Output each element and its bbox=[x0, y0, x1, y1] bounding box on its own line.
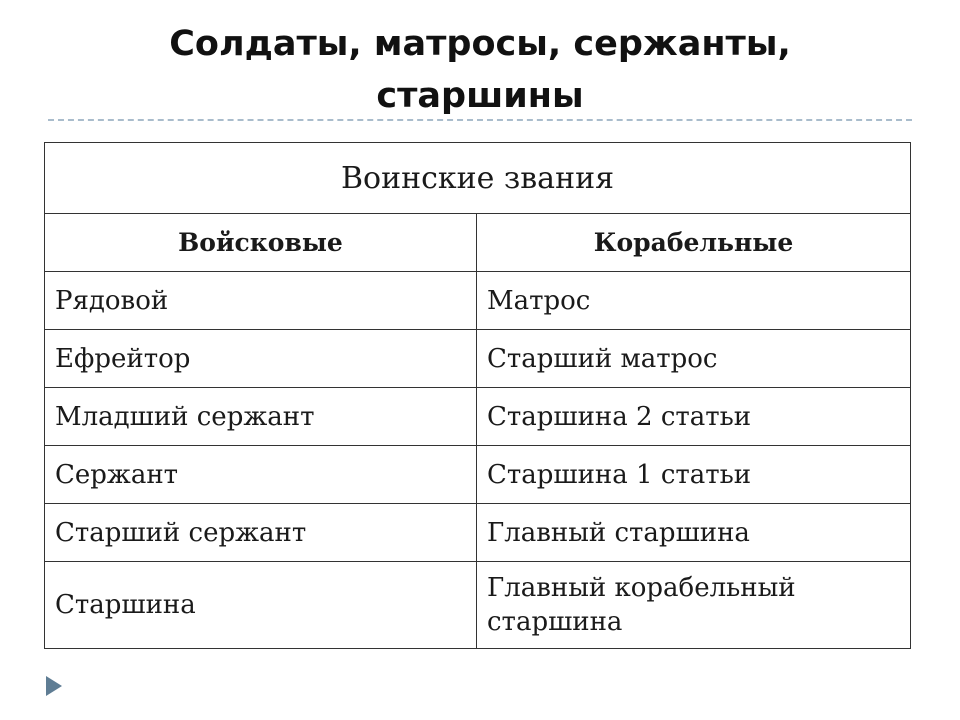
column-header-army: Войсковые bbox=[45, 214, 477, 272]
navy-rank-cell: Главный корабельный старшина bbox=[477, 562, 911, 649]
column-header-navy: Корабельные bbox=[477, 214, 911, 272]
army-rank-cell: Старший сержант bbox=[45, 504, 477, 562]
table-row bbox=[45, 504, 911, 562]
next-slide-arrow-icon[interactable] bbox=[46, 676, 62, 696]
navy-rank-cell: Главный старшина bbox=[477, 504, 911, 562]
army-rank-cell: Сержант bbox=[45, 446, 477, 504]
table-row bbox=[45, 446, 911, 504]
table-header-row bbox=[45, 214, 911, 272]
table-row bbox=[45, 388, 911, 446]
navy-rank-cell: Матрос bbox=[477, 272, 911, 330]
slide-title bbox=[40, 18, 920, 122]
army-rank-cell: Старшина bbox=[45, 562, 477, 649]
army-rank-cell: Младший сержант bbox=[45, 388, 477, 446]
navy-rank-cell: Старшина 2 статьи bbox=[477, 388, 911, 446]
navy-rank-cell: Старшина 1 статьи bbox=[477, 446, 911, 504]
ranks-table bbox=[44, 142, 911, 649]
army-rank-cell: Ефрейтор bbox=[45, 330, 477, 388]
navy-rank-cell: Старший матрос bbox=[477, 330, 911, 388]
table-row bbox=[45, 562, 911, 649]
army-rank-cell: Рядовой bbox=[45, 272, 477, 330]
slide-title-line-1: Солдаты, матросы, сержанты, bbox=[169, 24, 791, 64]
title-divider bbox=[48, 119, 912, 121]
table-row bbox=[45, 272, 911, 330]
table-caption: Воинские звания bbox=[45, 143, 911, 214]
table-row bbox=[45, 330, 911, 388]
slide-title-line-2: старшины bbox=[376, 76, 584, 116]
table-caption-row bbox=[45, 143, 911, 214]
